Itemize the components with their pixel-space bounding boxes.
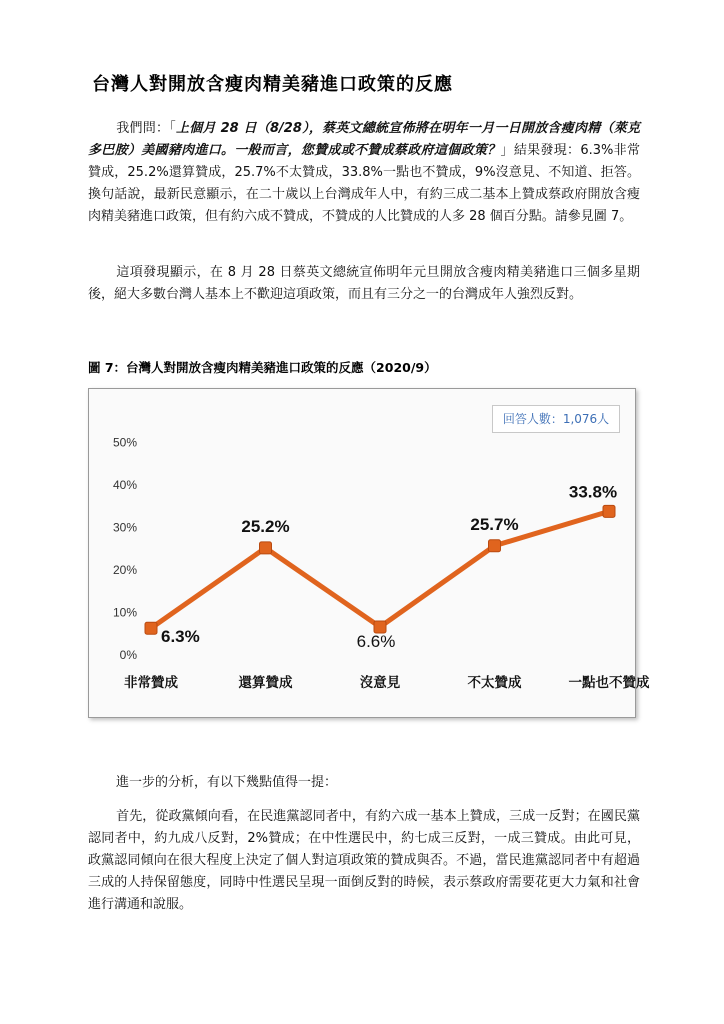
line-chart — [88, 388, 650, 718]
survey-results-text: 結果發現：6.3%非常贊成，25.2%還算贊成，25.7%不太贊成，33.8%一點也不贊成，9%沒意見、不知道、拒答。換句話說，最新民意顯示，在二十歲以上台灣成年人中，有約三成二基本上贊成蔡政府開放含瘦肉精美豬進口政策，但有約六成不贊成，不贊成的人比贊成的人多 28 個百分點。請參見圖 7。 — [88, 143, 640, 224]
respondents-box: 回答人數：1,076人 — [492, 405, 620, 433]
paragraph-finding — [88, 262, 640, 306]
question-close: 」 — [500, 143, 514, 158]
y-tick-label: 50% — [112, 435, 137, 450]
y-tick-label: 0% — [119, 648, 137, 662]
y-tick-label: 30% — [112, 520, 137, 535]
y-tick-label: 20% — [112, 563, 137, 577]
category-label: 不太贊成 — [467, 675, 522, 691]
paragraph-party-analysis — [88, 806, 640, 916]
data-label: 25.2% — [241, 516, 290, 536]
finding-text: 這項發現顯示，在 8 月 28 日蔡英文總統宣佈明年元旦開放含瘦肉精美豬進口三個多星期後，絕大多數台灣人基本上不歡迎這項政策，而且有三分之一的台灣成年人強烈反對。 — [88, 265, 640, 302]
page-title: 台灣人對開放含瘦肉精美豬進口政策的反應 — [92, 74, 453, 95]
y-tick-label: 40% — [112, 478, 137, 492]
party-analysis-text: 首先，從政黨傾向看，在民進黨認同者中，有約六成一基本上贊成，三成一反對；在國民黨認同者中，約九成八反對，2%贊成；在中性選民中，約七成三反對，一成三贊成。由此可見，政黨認同傾向在很大程度上決定了個人對這項政策的贊成與否。不過，當民進黨認同者中有超過三成的人持保留態度，同時中性選民呈現一面倒反對的時候，表示蔡政府需要花更大力氣和社會進行溝通和說服。 — [88, 809, 640, 912]
series-line — [151, 511, 609, 628]
paragraph-analysis-intro — [88, 772, 640, 794]
data-point — [260, 542, 272, 554]
data-point — [489, 540, 501, 552]
category-label: 非常贊成 — [124, 675, 178, 691]
question-lead: 我們問：「 — [116, 121, 177, 136]
category-label: 沒意見 — [359, 675, 401, 691]
data-label: 6.6% — [356, 631, 396, 651]
category-label: 一點也不贊成 — [568, 675, 650, 691]
y-tick-label: 10% — [112, 605, 137, 620]
data-label: 25.7% — [470, 514, 519, 534]
data-label: 33.8% — [568, 482, 618, 502]
figure-caption: 圖 7：台灣人對開放含瘦肉精美豬進口政策的反應（2020/9） — [88, 360, 437, 375]
chart-canvas — [89, 389, 650, 717]
data-point — [145, 622, 157, 634]
data-point — [603, 505, 615, 517]
analysis-intro-text: 進一步的分析，有以下幾點值得一提： — [116, 775, 338, 790]
data-label: 6.3% — [161, 627, 200, 647]
survey-question: 上個月 28 日（8/28），蔡英文總統宣佈將在明年一月一日開放含瘦肉精（萊克多巴胺）美國豬肉進口。一般而言，您贊成或不贊成蔡政府這個政策？ — [88, 121, 640, 158]
category-label: 還算贊成 — [238, 675, 293, 691]
paragraph-intro — [88, 118, 640, 228]
